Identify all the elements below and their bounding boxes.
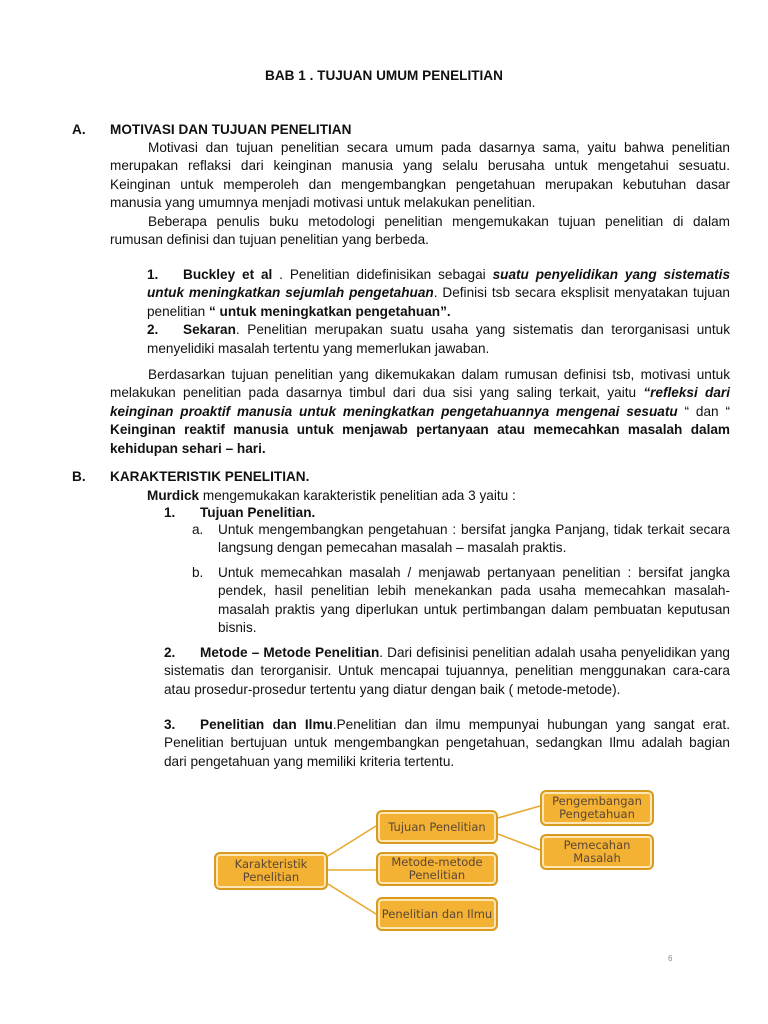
paragraph-motivasi: Motivasi dan tujuan penelitian secara umum pada dasarnya sama, yaitu bahwa penelitian merupakan reflaksi dari keinginan manusia yang selalu berusaha untuk mengetahui sesuatu. Keinginan untuk memperoleh dan mengembangkan pengetahuan merupakan kebutuhan dasar manusia yang umumnya menjadi motivasi untuk melakukan penelitian. xyxy=(110,140,730,211)
karakteristik-item-ilmu xyxy=(164,716,730,771)
tujuan-sub-b xyxy=(192,564,730,638)
author-name: Sekaran xyxy=(183,322,236,338)
sub-text: Untuk memecahkan masalah / menjawab pertanyaan penelitian : bersifat jangka pendek, hasil penelitian lebih menekankan pada usaha memecahkan masalah-masalah praktis yang diperlukan untuk pertimbangan dalam pembuatan keputusan bisnis. xyxy=(218,565,730,636)
section-b-letter: B. xyxy=(72,469,86,484)
item-number: 1. xyxy=(147,267,159,282)
paragraph-conclusion xyxy=(110,366,730,458)
page-title: BAB 1 . TUJUAN UMUM PENELITIAN xyxy=(265,68,503,83)
murdick-name: Murdick xyxy=(147,488,200,503)
item-text: . Dari defisinisi penelitian adalah usaha penyelidikan yang sistematis dan terorganisir. Untuk mencapai tujuannya, penelitian menggunakan cara-cara atau prosedur-prosedur tertentu yang diatur dengan baik ( metode-metode). xyxy=(164,645,730,697)
definition-quote: “ untuk meningkatkan pengetahuan”. xyxy=(208,303,451,319)
item-number: 2. xyxy=(164,645,176,660)
connector-root-tujuan xyxy=(328,826,376,856)
section-a-title: MOTIVASI DAN TUJUAN PENELITIAN xyxy=(110,122,352,137)
definition-emphasis: suatu penyelidikan yang sistematis untuk meningkatkan sejumlah pengetahuan xyxy=(147,267,731,301)
node-metode-penelitian: Metode-metode Penelitian xyxy=(376,852,498,886)
sub-marker: a. xyxy=(192,522,204,537)
item-title: Metode – Metode Penelitian xyxy=(200,645,380,660)
item-text: .Penelitian dan ilmu mempunyai hubungan yang sangat erat. Penelitian bertujuan untuk mengembangkan pengetahuan, sedangkan Ilmu adalah bagian dari pengetahuan yang memiliki kriteria tertentu. xyxy=(164,717,730,769)
section-b-title: KARAKTERISTIK PENELITIAN. xyxy=(110,469,310,484)
node-tujuan-penelitian: Tujuan Penelitian xyxy=(376,810,498,844)
definition-list xyxy=(147,266,730,358)
conclusion-quote-proaktif: “refleksi dari keinginan proaktif manusia untuk meningkatkan pengetahuannya mengenai sesuatu xyxy=(110,385,730,419)
murdick-text: mengemukakan karakteristik penelitian ada 3 yaitu : xyxy=(199,488,516,503)
karakteristik-item-metode xyxy=(164,644,730,699)
paragraph-penulis: Beberapa penulis buku metodologi penelitian mengemukakan tujuan penelitian di dalam rumusan definisi dan tujuan penelitian yang berbeda. xyxy=(110,213,730,248)
node-pengembangan-pengetahuan: Pengembangan Pengetahuan xyxy=(540,790,654,826)
definition-item-sekaran xyxy=(147,321,730,358)
node-pemecahan-masalah: Pemecahan Masalah xyxy=(540,834,654,870)
author-name: Buckley et al xyxy=(183,267,273,282)
section-a-letter: A. xyxy=(72,122,86,137)
sub-text: Untuk mengembangkan pengetahuan : bersifat jangka Panjang, tidak terkait secara langsung dengan pemecahan masalah – masalah praktis. xyxy=(218,522,730,556)
definition-text: . Penelitian didefinisikan sebagai xyxy=(272,267,493,282)
conclusion-text: Berdasarkan tujuan penelitian yang dikemukakan dalam rumusan definisi tsb, motivasi untuk melakukan penelitian pada dasarnya timbul dari dua sisi yang saling terkait, yaitu xyxy=(110,367,730,401)
section-a-heading xyxy=(72,121,351,139)
sub-marker: b. xyxy=(192,565,204,580)
karakteristik-item-tujuan xyxy=(164,504,730,522)
item-number: 2. xyxy=(147,322,159,338)
section-b-intro xyxy=(147,487,730,505)
node-karakteristik-penelitian: Karakteristik Penelitian xyxy=(214,852,328,890)
page-number: 6 xyxy=(668,954,673,963)
item-number: 1. xyxy=(164,505,176,520)
definition-text: . Definisi tsb secara eksplisit menyatakan tujuan penelitian xyxy=(147,285,730,319)
definition-item-buckley xyxy=(147,266,730,321)
connector-tujuan-pemecahan xyxy=(498,834,540,850)
tujuan-sub-a xyxy=(192,521,730,558)
conclusion-text: “ dan “ xyxy=(677,403,730,419)
item-title: Tujuan Penelitian. xyxy=(200,505,316,520)
karakteristik-diagram xyxy=(176,782,688,964)
section-a-body xyxy=(110,139,730,249)
conclusion-quote-reaktif: Keinginan reaktif manusia untuk menjawab pertanyaan atau memecahkan masalah dalam kehidupan sehari – hari. xyxy=(110,422,730,456)
definition-text: . Penelitian merupakan suatu usaha yang sistematis dan terorganisasi untuk menyelidiki masalah tertentu yang memerlukan jawaban. xyxy=(147,322,730,356)
item-number: 3. xyxy=(164,717,176,732)
node-penelitian-dan-ilmu: Penelitian dan Ilmu xyxy=(376,897,498,931)
paragraph-berdasarkan xyxy=(110,366,730,458)
connector-tujuan-pengembangan xyxy=(498,806,540,818)
connector-root-ilmu xyxy=(328,884,376,914)
section-b-heading xyxy=(72,468,309,486)
item-title: Penelitian dan Ilmu xyxy=(200,717,333,732)
